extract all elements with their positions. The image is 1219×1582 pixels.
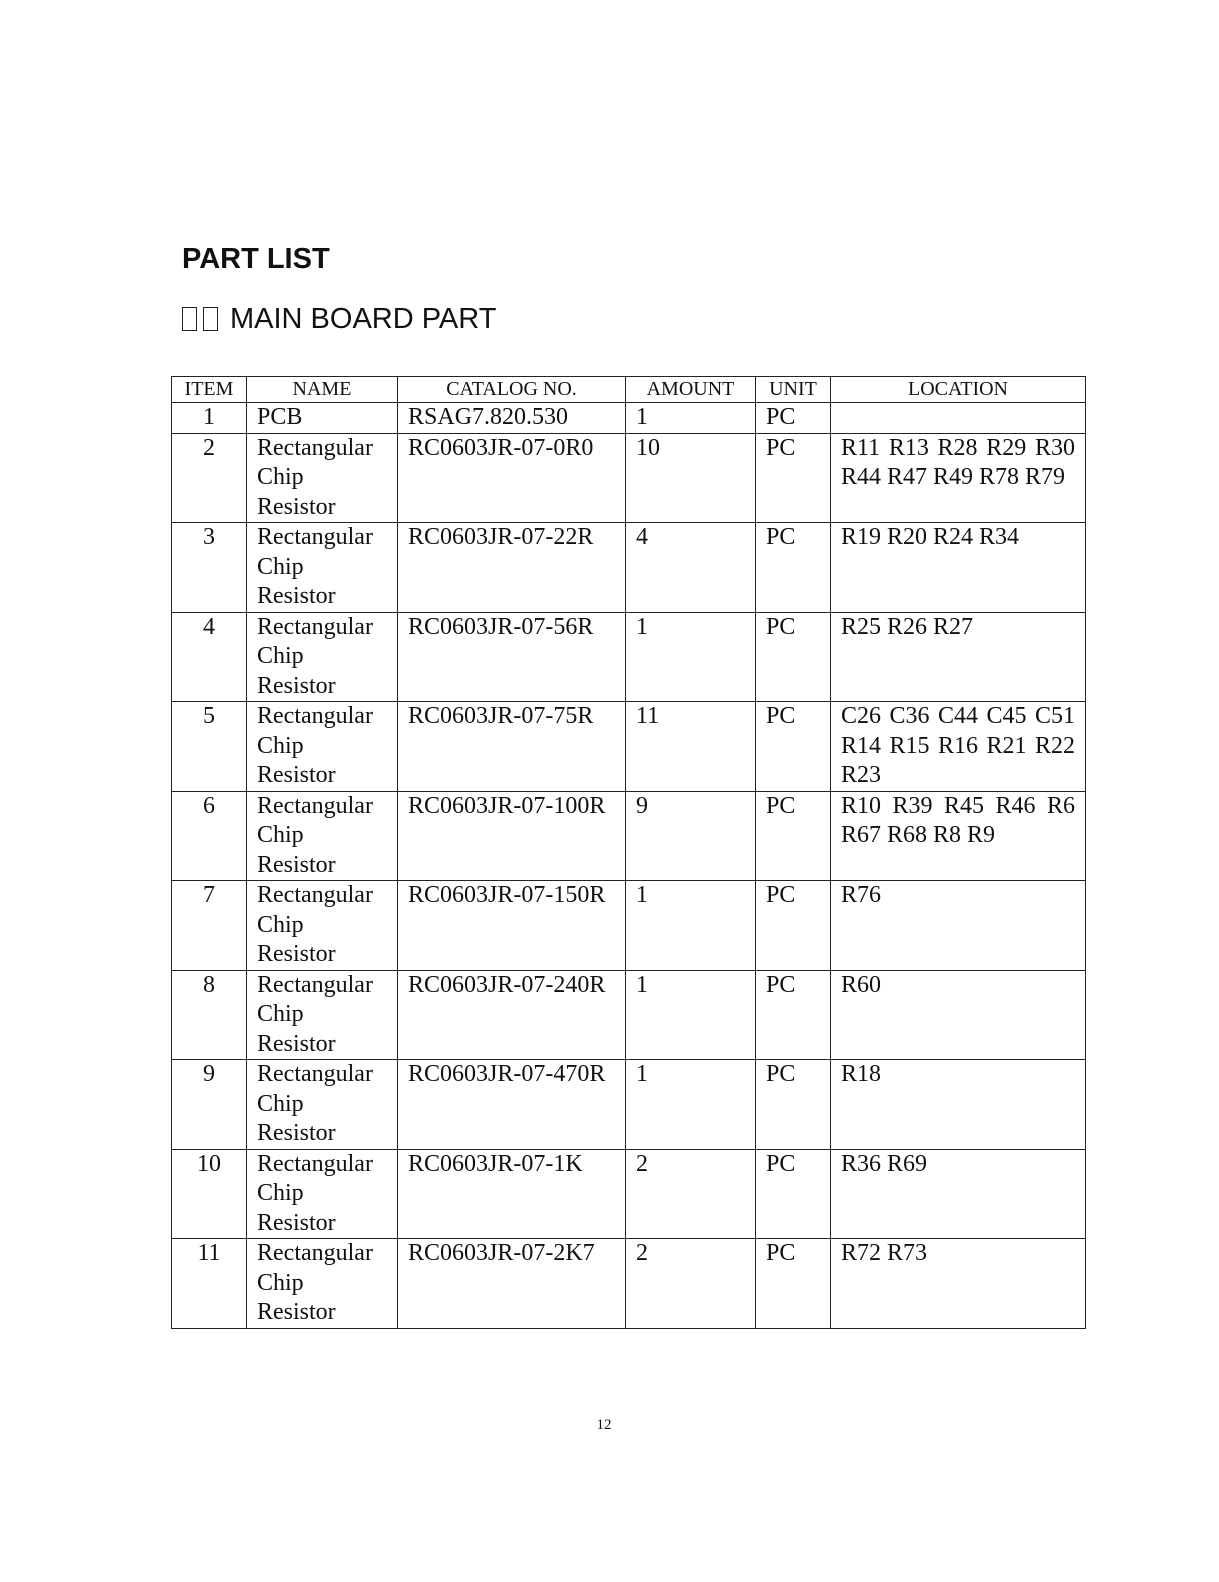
cell-amount: 1 — [626, 1060, 756, 1150]
section-label: MAIN BOARD PART — [230, 303, 497, 335]
table-row — [172, 881, 1086, 971]
cell-unit: PC — [756, 1239, 831, 1329]
header-location: LOCATION — [831, 377, 1086, 403]
cell-location: R10 R39 R45 R46 R6 R67 R68 R8 R9 — [831, 791, 1086, 881]
header-amount: AMOUNT — [626, 377, 756, 403]
cell-catalog: RSAG7.820.530 — [398, 403, 626, 434]
cell-unit: PC — [756, 523, 831, 613]
cell-amount: 1 — [626, 403, 756, 434]
cell-item: 1 — [172, 403, 247, 434]
cell-amount: 1 — [626, 970, 756, 1060]
cell-catalog: RC0603JR-07-0R0 — [398, 433, 626, 523]
cell-location: R19 R20 R24 R34 — [831, 523, 1086, 613]
table-row — [172, 1060, 1086, 1150]
cell-catalog: RC0603JR-07-150R — [398, 881, 626, 971]
table-row — [172, 433, 1086, 523]
cell-unit: PC — [756, 702, 831, 792]
cell-amount: 2 — [626, 1239, 756, 1329]
cell-catalog: RC0603JR-07-470R — [398, 1060, 626, 1150]
cell-catalog: RC0603JR-07-1K — [398, 1149, 626, 1239]
table-row — [172, 702, 1086, 792]
cell-amount: 4 — [626, 523, 756, 613]
cell-name: Rectangular Chip Resistor — [247, 612, 398, 702]
cell-item: 10 — [172, 1149, 247, 1239]
table-row — [172, 791, 1086, 881]
cell-name: Rectangular Chip Resistor — [247, 523, 398, 613]
cell-name: Rectangular Chip Resistor — [247, 970, 398, 1060]
cell-unit: PC — [756, 970, 831, 1060]
cell-location: R76 — [831, 881, 1086, 971]
cell-item: 8 — [172, 970, 247, 1060]
cell-unit: PC — [756, 881, 831, 971]
header-name: NAME — [247, 377, 398, 403]
cell-item: 3 — [172, 523, 247, 613]
cell-location: C26 C36 C44 C45 C51 R14 R15 R16 R21 R22 R23 — [831, 702, 1086, 792]
cell-location: R72 R73 — [831, 1239, 1086, 1329]
cell-amount: 1 — [626, 612, 756, 702]
section-title — [182, 300, 496, 338]
header-item: ITEM — [172, 377, 247, 403]
cell-amount: 2 — [626, 1149, 756, 1239]
cell-catalog: RC0603JR-07-2K7 — [398, 1239, 626, 1329]
header-unit: UNIT — [756, 377, 831, 403]
cell-name: Rectangular Chip Resistor — [247, 702, 398, 792]
cell-amount: 1 — [626, 881, 756, 971]
table-row — [172, 612, 1086, 702]
header-catalog: CATALOG NO. — [398, 377, 626, 403]
parts-table — [171, 376, 1086, 1329]
page-title: PART LIST — [182, 243, 330, 275]
table-header-row — [172, 377, 1086, 403]
cell-name: Rectangular Chip Resistor — [247, 1149, 398, 1239]
cell-catalog: RC0603JR-07-240R — [398, 970, 626, 1060]
page-number: 12 — [596, 1417, 612, 1433]
cell-unit: PC — [756, 1149, 831, 1239]
cell-name: Rectangular Chip Resistor — [247, 433, 398, 523]
cell-catalog: RC0603JR-07-22R — [398, 523, 626, 613]
cell-location: R11 R13 R28 R29 R30 R44 R47 R49 R78 R79 — [831, 433, 1086, 523]
cell-name: Rectangular Chip Resistor — [247, 791, 398, 881]
cell-amount: 10 — [626, 433, 756, 523]
cell-item: 6 — [172, 791, 247, 881]
cell-location: R60 — [831, 970, 1086, 1060]
cell-unit: PC — [756, 403, 831, 434]
cell-name: PCB — [247, 403, 398, 434]
table-row — [172, 403, 1086, 434]
cell-name: Rectangular Chip Resistor — [247, 1239, 398, 1329]
cell-location: R25 R26 R27 — [831, 612, 1086, 702]
cell-item: 2 — [172, 433, 247, 523]
cell-item: 7 — [172, 881, 247, 971]
table-row — [172, 1149, 1086, 1239]
cell-item: 9 — [172, 1060, 247, 1150]
table-row — [172, 970, 1086, 1060]
cell-catalog: RC0603JR-07-75R — [398, 702, 626, 792]
cell-unit: PC — [756, 433, 831, 523]
table-row — [172, 523, 1086, 613]
cell-location: R36 R69 — [831, 1149, 1086, 1239]
cell-unit: PC — [756, 1060, 831, 1150]
cell-name: Rectangular Chip Resistor — [247, 1060, 398, 1150]
cell-name: Rectangular Chip Resistor — [247, 881, 398, 971]
missing-glyph-icon — [203, 307, 218, 331]
cell-location — [831, 403, 1086, 434]
cell-unit: PC — [756, 791, 831, 881]
table-row — [172, 1239, 1086, 1329]
cell-unit: PC — [756, 612, 831, 702]
cell-catalog: RC0603JR-07-100R — [398, 791, 626, 881]
cell-item: 11 — [172, 1239, 247, 1329]
cell-amount: 9 — [626, 791, 756, 881]
cell-item: 4 — [172, 612, 247, 702]
cell-catalog: RC0603JR-07-56R — [398, 612, 626, 702]
missing-glyph-icon — [182, 307, 197, 331]
cell-amount: 11 — [626, 702, 756, 792]
cell-location: R18 — [831, 1060, 1086, 1150]
cell-item: 5 — [172, 702, 247, 792]
